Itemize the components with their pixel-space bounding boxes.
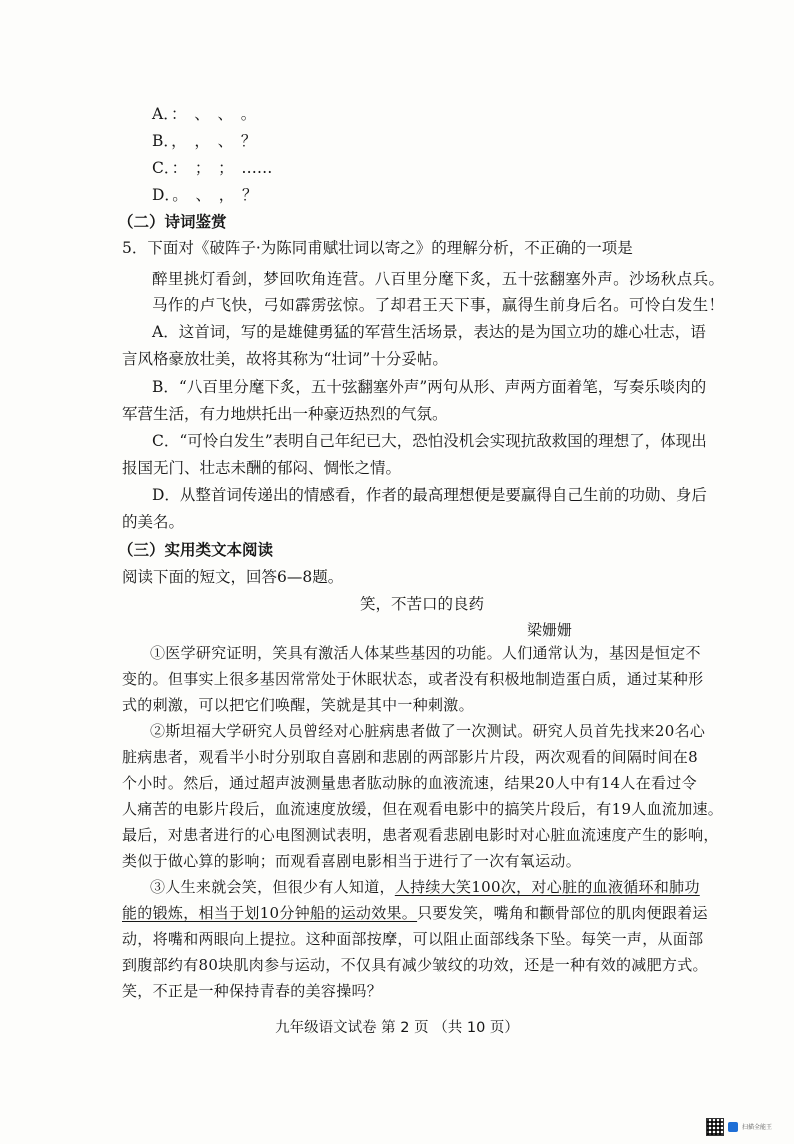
paragraph-1-line-2: 变的。但事实上很多基因常常处于休眠状态，或者没有积极地制造蛋白质，通过某种形 [122,670,704,688]
q5-option-b-line2: 军营生活，有力地烘托出一种豪迈热烈的气氛。 [122,405,448,423]
scanner-logo-icon [728,1122,738,1132]
underlined-sentence: 能的锻炼，相当于划10分钟船的运动效果。 [122,904,418,922]
option-d [152,184,257,206]
paragraph-1-line-3: 式的刺激，可以把它们唤醒，笑就是其中一种刺激。 [122,696,474,714]
qr-code-icon [706,1118,724,1136]
scanner-watermark-text: 扫描全能王 [741,1123,772,1131]
scanner-watermark [706,1118,772,1136]
option-a [152,103,256,125]
option-c [152,157,272,179]
page-footer: 九年级语文试卷 第 2 页 （共 10 页） [275,1020,519,1036]
paragraph-3-text: 只要发笑，嘴角和颧骨部位的肌肉便跟着运 [417,904,708,922]
reading-instruction: 阅读下面的短文，回答6—8题。 [122,568,344,586]
q5-option-a-line2: 言风格豪放壮美，故将其称为“壮词”十分妥帖。 [122,350,448,368]
paragraph-3-line-4: 到腹部约有80块肌肉参与运动，不仅具有减少皱纹的功效，还是一种有效的减肥方式。 [122,956,708,974]
paragraph-2-line-3: 个小时。然后，通过超声波测量患者肱动脉的血液流速，结果20人中有14人在看过令 [122,774,697,792]
section-heading-poetry: （二）诗词鉴赏 [118,213,227,231]
option-marks: ， ， 、 ？ [171,132,257,150]
question-5-stem: 5．下面对《破阵子·为陈同甫赋壮词以寄之》的理解分析，不正确的一项是 [122,239,633,257]
paragraph-3-line-3: 动，将嘴和两眼向上提拉。这种面部按摩，可以阻止面部线条下坠。每笑一声，从面部 [122,930,704,948]
paragraph-2-line-1: ②斯坦福大学研究人员曾经对心脏病患者做了一次测试。研究人员首先找来20名心 [150,722,706,740]
article-author: 梁姗姗 [527,621,573,639]
paragraph-2-line-5: 最后，对患者进行的心电图测试表明，患者观看悲剧电影时对心脏血流速度产生的影响， [122,826,719,844]
q5-option-a-line1: A．这首词，写的是雄健勇猛的军营生活场景，表达的是为国立功的雄心壮志，语 [152,323,706,341]
paragraph-3-line-5: 笑，不正是一种保持青春的美容操吗？ [122,982,383,1000]
q5-option-c-line1: C．“可怜白发生”表明自己年纪已大，恐怕没机会实现抗敌救国的理想了，体现出 [152,432,707,450]
underlined-sentence: 人持续大笑100次，对心脏的血液循环和肺功 [394,878,700,896]
q5-option-d-line1: D．从整首词传递出的情感看，作者的最高理想便是要赢得自己生前的功勋、身后 [152,486,707,504]
paragraph-3-text: ③人生来就会笑，但很少有人知道， [150,878,395,896]
q5-option-d-line2: 的美名。 [122,513,185,531]
option-letter: B． [152,132,172,150]
section-heading-practical-text: （三）实用类文本阅读 [118,541,274,559]
q5-option-b-line1: B．“八百里分麾下炙，五十弦翻塞外声”两句从形、声两方面着笔，写奏乐啖肉的 [152,378,707,396]
paragraph-2-line-2: 脏病患者，观看半小时分别取自喜剧和悲剧的两部影片片段，两次观看的间隔时间在8 [122,748,698,766]
option-b [152,130,256,152]
paragraph-2-line-4: 人痛苦的电影片段后，血流速度放缓，但在观看电影中的搞笑片段后，有19人血流加速。 [122,800,724,818]
option-marks: ： ； ； …… [171,159,273,177]
paragraph-3-line-2 [122,902,708,924]
article-title: 笑，不苦口的良药 [360,595,485,613]
poem-line-1: 醉里挑灯看剑，梦回吹角连营。八百里分麾下炙，五十弦翻塞外声。沙场秋点兵。 [152,270,725,288]
paragraph-1-line-1: ①医学研究证明，笑具有激活人体某些基因的功能。人们通常认为，基因是恒定不 [150,644,701,662]
q5-option-c-line2: 报国无门、壮志未酬的郁闷、惆怅之情。 [122,459,402,477]
poem-line-2: 马作的卢飞快，弓如霹雳弦惊。了却君王天下事，赢得生前身后名。可怜白发生！ [152,296,725,314]
option-marks: 。 、 ， ？ [172,186,258,204]
option-letter: C． [152,159,172,177]
option-marks: ： 、 、 。 [170,105,257,123]
option-letter: A． [152,105,171,123]
option-letter: D． [152,186,173,204]
paragraph-3-line-1 [150,876,700,898]
paragraph-2-line-6: 类似于做心算的影响；而观看喜剧电影相当于进行了一次有氧运动。 [122,852,582,870]
